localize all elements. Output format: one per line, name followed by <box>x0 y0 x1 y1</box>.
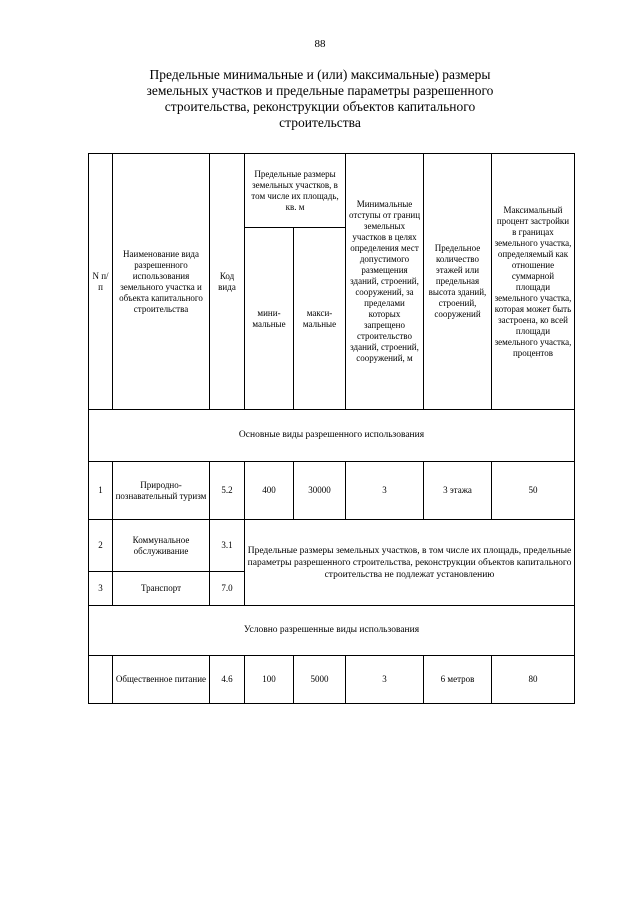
cell-coverage: 80 <box>492 656 575 704</box>
cell-code: 5.2 <box>210 462 245 520</box>
title-line: земельных участков и предельные параметры разрешенного <box>146 83 494 98</box>
cell-num: 2 <box>89 520 113 572</box>
header-floors: Предельное количество этажей или предельная высота зданий, строений, сооружений <box>424 154 492 410</box>
cell-parameters-not-set: Предельные размеры земельных участков, в том числе их площадь, предельные параметры разрешенного строительства, реконструкции объектов капитального строительства не подлежат установлению <box>245 520 575 606</box>
cell-use-name: Транспорт <box>113 572 210 606</box>
header-setback: Минимальные отступы от границ земельных участков в целях определения мест допустимого размещения зданий, строений, сооружений, за пределами которых запрещено строительство зданий, строений, сооружений, м <box>346 154 424 410</box>
title-line: строительства, реконструкции объектов капитального <box>164 99 476 114</box>
header-min-size: мини-мальные <box>245 228 294 410</box>
cell-floors: 6 метров <box>424 656 492 704</box>
cell-setback: 3 <box>346 462 424 520</box>
cell-setback: 3 <box>346 656 424 704</box>
land-use-parameters-table <box>88 153 575 704</box>
cell-code: 4.6 <box>210 656 245 704</box>
section-main-uses: Основные виды разрешенного использования <box>89 410 575 462</box>
cell-max-size: 5000 <box>294 656 346 704</box>
table-row <box>89 462 575 520</box>
page-number: 88 <box>314 38 326 50</box>
header-code: Код вида <box>210 154 245 410</box>
header-max-size: макси-мальные <box>294 228 346 410</box>
cell-num: 3 <box>89 572 113 606</box>
table-row <box>89 520 575 572</box>
cell-num: 1 <box>89 462 113 520</box>
cell-num <box>89 656 113 704</box>
document-title <box>110 67 530 131</box>
header-use-name: Наименование вида разрешенного использования земельного участка и объекта капитального строительства <box>113 154 210 410</box>
cell-use-name: Коммунальное обслуживание <box>113 520 210 572</box>
cell-use-name: Общественное питание <box>113 656 210 704</box>
cell-floors: 3 этажа <box>424 462 492 520</box>
header-plot-size-group: Предельные размеры земельных участков, в том числе их площадь, кв. м <box>245 154 346 228</box>
cell-max-size: 30000 <box>294 462 346 520</box>
cell-use-name: Природно-познавательный туризм <box>113 462 210 520</box>
header-coverage: Максимальный процент застройки в границах земельного участка, определяемый как отношение суммарной площади земельного участка, которая может быть застроена, ко всей площади земельного участка, процентов <box>492 154 575 410</box>
cell-min-size: 100 <box>245 656 294 704</box>
title-line: Предельные минимальные и (или) максимальные) размеры <box>149 67 491 82</box>
title-line: строительства <box>279 115 361 130</box>
cell-code: 7.0 <box>210 572 245 606</box>
cell-coverage: 50 <box>492 462 575 520</box>
cell-min-size: 400 <box>245 462 294 520</box>
cell-code: 3.1 <box>210 520 245 572</box>
header-num: N п/п <box>89 154 113 410</box>
section-conditional-uses: Условно разрешенные виды использования <box>89 606 575 656</box>
table-row <box>89 656 575 704</box>
